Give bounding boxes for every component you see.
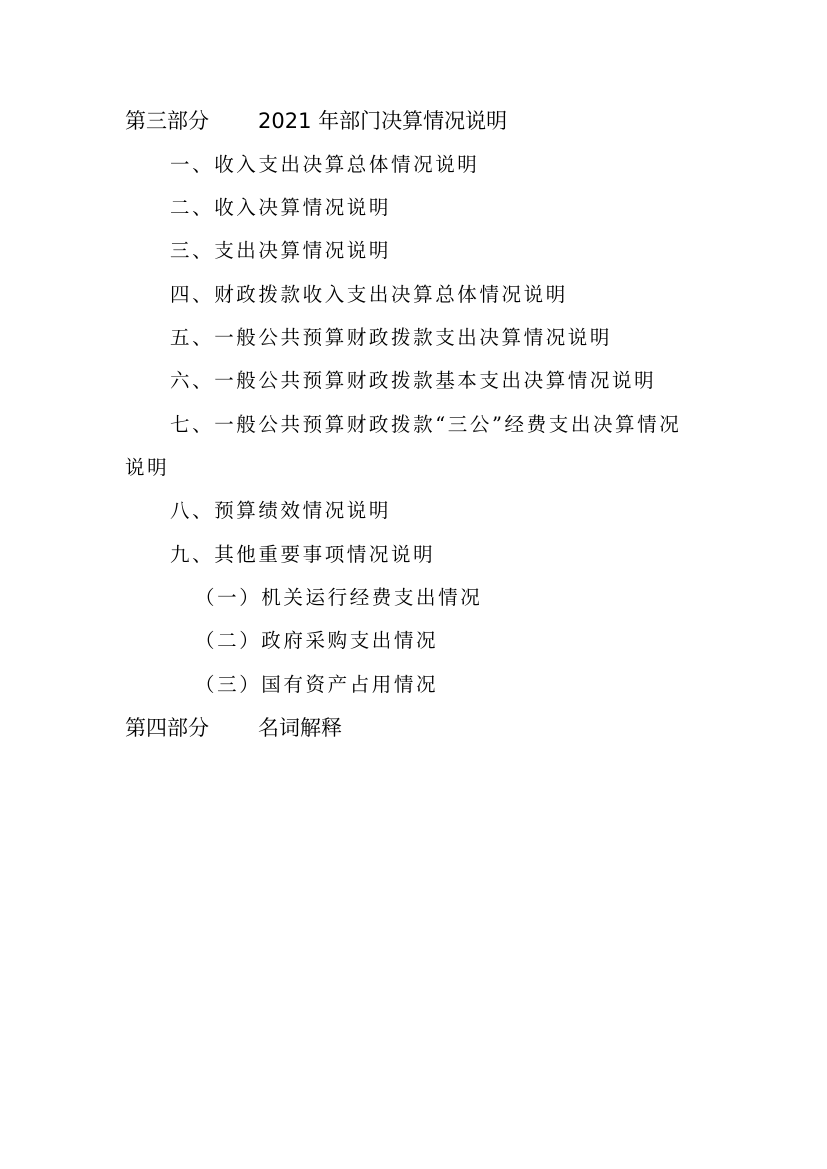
part-three-label: 第三部分 <box>125 109 209 133</box>
part-four-label: 第四部分 <box>125 716 209 740</box>
part-three-title: 2021 年部门决算情况说明 <box>258 109 508 133</box>
toc-item-6: 六、一般公共预算财政拨款基本支出决算情况说明 <box>170 369 657 392</box>
toc-item-7-continuation: 说明 <box>125 456 170 479</box>
part-four-heading <box>125 714 342 742</box>
toc-item-1: 一、收入支出决算总体情况说明 <box>170 153 480 176</box>
toc-item-8: 八、预算绩效情况说明 <box>170 499 392 522</box>
toc-subitem-3: （三）国有资产占用情况 <box>195 673 439 696</box>
toc-item-5: 五、一般公共预算财政拨款支出决算情况说明 <box>170 326 613 349</box>
toc-subitem-2: （二）政府采购支出情况 <box>195 629 439 652</box>
toc-item-7: 七、一般公共预算财政拨款“三公”经费支出决算情况 <box>170 413 682 436</box>
toc-item-2: 二、收入决算情况说明 <box>170 196 392 219</box>
toc-item-4: 四、财政拨款收入支出决算总体情况说明 <box>170 283 568 306</box>
part-three-heading <box>125 107 507 135</box>
toc-subitem-1: （一）机关运行经费支出情况 <box>195 586 483 609</box>
toc-item-3: 三、支出决算情况说明 <box>170 239 392 262</box>
toc-item-9: 九、其他重要事项情况说明 <box>170 543 436 566</box>
part-four-title: 名词解释 <box>258 716 342 740</box>
